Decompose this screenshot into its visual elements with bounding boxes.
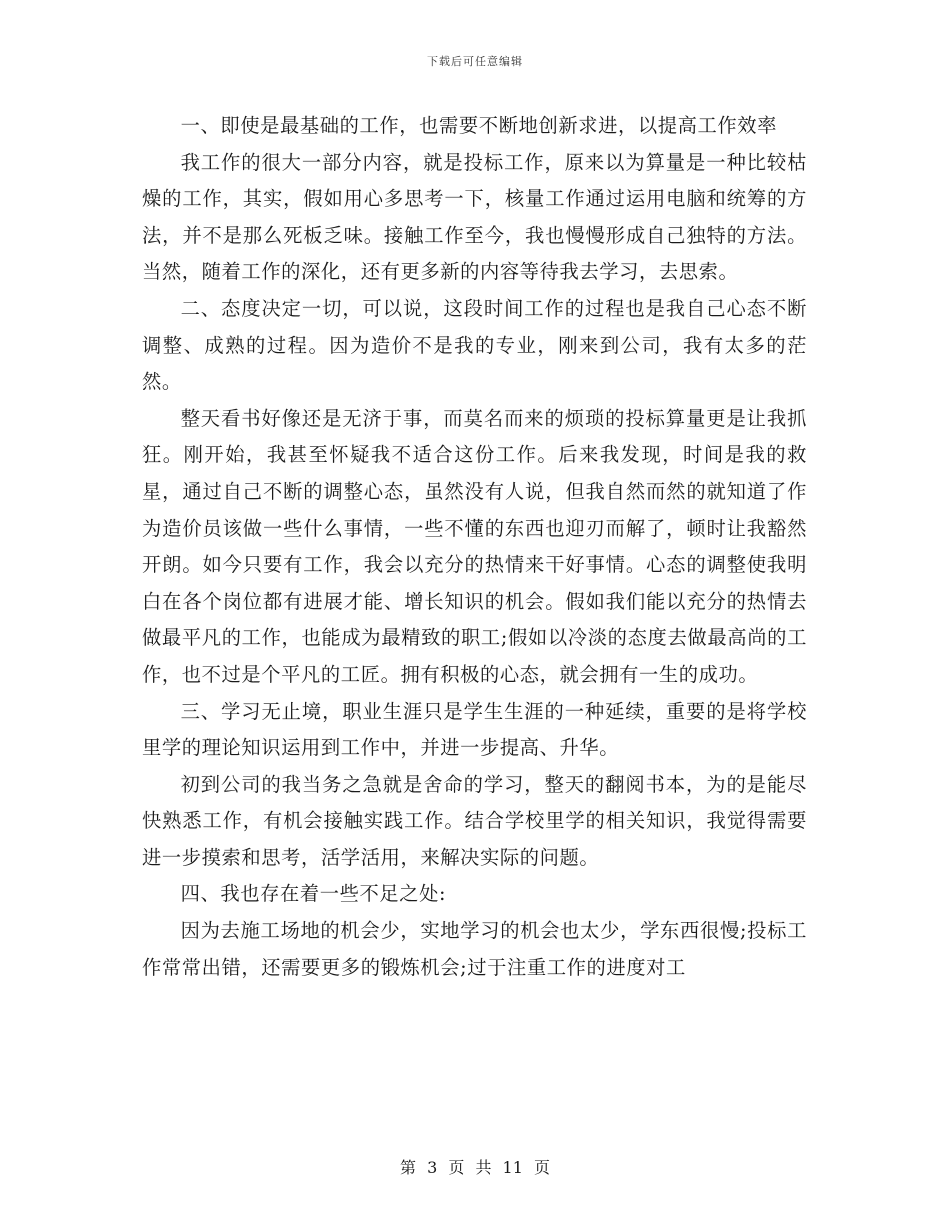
- paragraph: 整天看书好像还是无济于事，而莫名而来的烦琐的投标算量更是让我抓狂。刚开始，我甚至怀疑我不适合这份工作。后来我发现，时间是我的救星，通过自己不断的调整心态，虽然没有人说，但我自然而然的就知道了作为造价员该做一些什么事情，一些不懂的东西也迎刃而解了，顿时让我豁然开朗。如今只要有工作，我会以充分的热情来干好事情。心态的调整使我明白在各个岗位都有进展才能、增长知识的机会。假如我们能以充分的热情去做最平凡的工作，也能成为最精致的职工;假如以冷淡的态度去做最高尚的工作，也不过是个平凡的工匠。拥有积极的心态，就会拥有一生的成功。: [142, 406, 807, 686]
- paragraph: 三、学习无止境，职业生涯只是学生生涯的一种延续，重要的是将学校里学的理论知识运用到工作中，并进一步提高、升华。: [142, 699, 807, 760]
- paragraph: 初到公司的我当务之急就是舍命的学习，整天的翻阅书本，为的是能尽快熟悉工作，有机会接触实践工作。结合学校里学的相关知识，我觉得需要进一步摸索和思考，活学活用，来解决实际的问题。: [142, 772, 807, 869]
- paragraph: 我工作的很大一部分内容，就是投标工作，原来以为算量是一种比较枯燥的工作，其实，假如用心多思考一下，核量工作通过运用电脑和统筹的方法，并不是那么死板乏味。接触工作至今，我也慢慢形成自己独特的方法。当然，随着工作的深化，还有更多新的内容等待我去学习，去思索。: [142, 150, 807, 284]
- paragraph: 因为去施工场地的机会少，实地学习的机会也太少，学东西很慢;投标工作常常出错，还需要更多的锻炼机会;过于注重工作的进度对工: [142, 919, 807, 979]
- paragraph: 四、我也存在着一些不足之处:: [180, 882, 447, 906]
- page-number-footer: 第 3 页 共 11 页: [400, 1158, 550, 1177]
- paragraph: 二、态度决定一切，可以说，这段时间工作的过程也是我自己心态不断调整、成熟的过程。因为造价不是我的专业，刚来到公司，我有太多的茫然。: [142, 296, 807, 394]
- page-header: 下载后可任意编辑: [427, 55, 523, 68]
- document-body: [142, 108, 807, 986]
- paragraph: 一、即使是最基础的工作，也需要不断地创新求进，以提高工作效率: [180, 114, 778, 137]
